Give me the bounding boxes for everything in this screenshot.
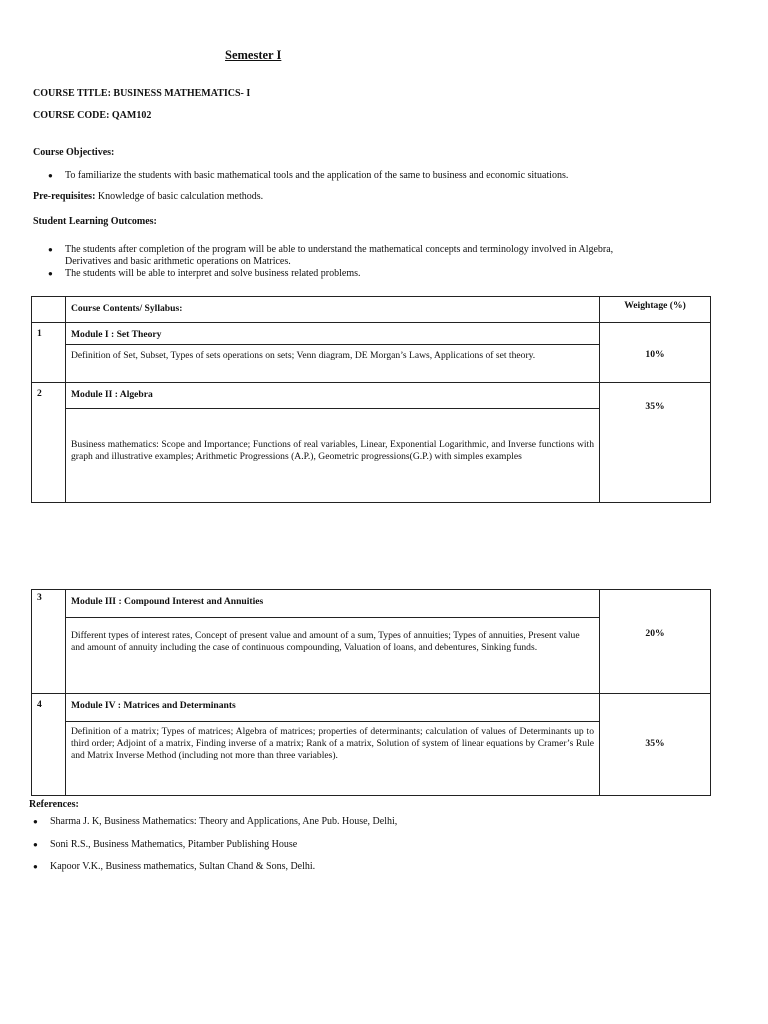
header-weightage: Weightage (%) [600,297,711,323]
module-title: Module II : Algebra [66,383,600,409]
list-item: ● Soni R.S., Business Mathematics, Pitamber Publishing House [33,839,633,851]
references-list [33,861,633,873]
module-content: Business mathematics: Scope and Importance; Functions of real variables, Linear, Exponential Logarithmic, and Inverse functions with graph and illustrative examples; Arithmetic Progressions (A.P.), Geometric progressions(G.P.) with simples examples [66,409,600,503]
module-content: Definition of Set, Subset, Types of sets operations on sets; Venn diagram, DE Morgan’s Laws, Applications of set theory. [66,345,600,383]
references-list [33,816,633,828]
outcomes-heading: Student Learning Outcomes: [33,216,157,227]
module-number: 3 [32,590,66,694]
module-weightage: 35% [600,383,711,503]
list-item: ● To familiarize the students with basic mathematical tools and the application of the same to business and economic situations. [48,170,648,182]
module-title: Module IV : Matrices and Determinants [66,694,600,722]
outcomes-list [48,244,623,280]
header-blank [32,297,66,323]
header-contents: Course Contents/ Syllabus: [66,297,600,323]
course-title: COURSE TITLE: BUSINESS MATHEMATICS- I [33,88,251,99]
semester-heading: Semester I [225,48,282,62]
module-number: 1 [32,323,66,383]
references-list [33,839,633,851]
list-item: ● The students will be able to interpret and solve business related problems. [48,268,623,280]
module-weightage: 10% [600,323,711,383]
references-heading: References: [29,799,79,810]
list-item: ● Sharma J. K, Business Mathematics: Theory and Applications, Ane Pub. House, Delhi, [33,816,633,828]
prereq-text: Knowledge of basic calculation methods. [95,191,264,202]
module-weightage: 20% [600,590,711,694]
module-number: 4 [32,694,66,796]
module-number: 2 [32,383,66,503]
list-item: ● Kapoor V.K., Business mathematics, Sultan Chand & Sons, Delhi. [33,861,633,873]
list-item: ● The students after completion of the program will be able to understand the mathematical concepts and terminology involved in Algebra, Derivatives and basic arithmetic operations on Matrices. [48,244,623,268]
module-content: Different types of interest rates, Concept of present value and amount of a sum, Types of annuities; Types of annuities, Present value and amount of annuity including the case of continuous compounding, Valuation of loans, and debentures, Sinking funds. [66,618,600,694]
objectives-list [48,170,648,182]
course-code: COURSE CODE: QAM102 [33,110,152,121]
module-content: Definition of a matrix; Types of matrices; Algebra of matrices; properties of determinants; calculation of values of Determinants up to third order; Adjoint of a matrix, Finding inverse of a matrix; Rank of a matrix, Solution of system of linear equations by Cramer’s Rule and Matrix Inverse Method (including not more than three variables). [66,722,600,796]
syllabus-table-part-2 [31,589,711,796]
prerequisites [33,191,263,202]
module-title: Module I : Set Theory [66,323,600,345]
syllabus-table-part-1 [31,296,711,503]
objectives-heading: Course Objectives: [33,147,115,158]
prereq-label: Pre-requisites: [33,191,96,202]
module-title: Module III : Compound Interest and Annuities [66,590,600,618]
module-weightage: 35% [600,694,711,796]
